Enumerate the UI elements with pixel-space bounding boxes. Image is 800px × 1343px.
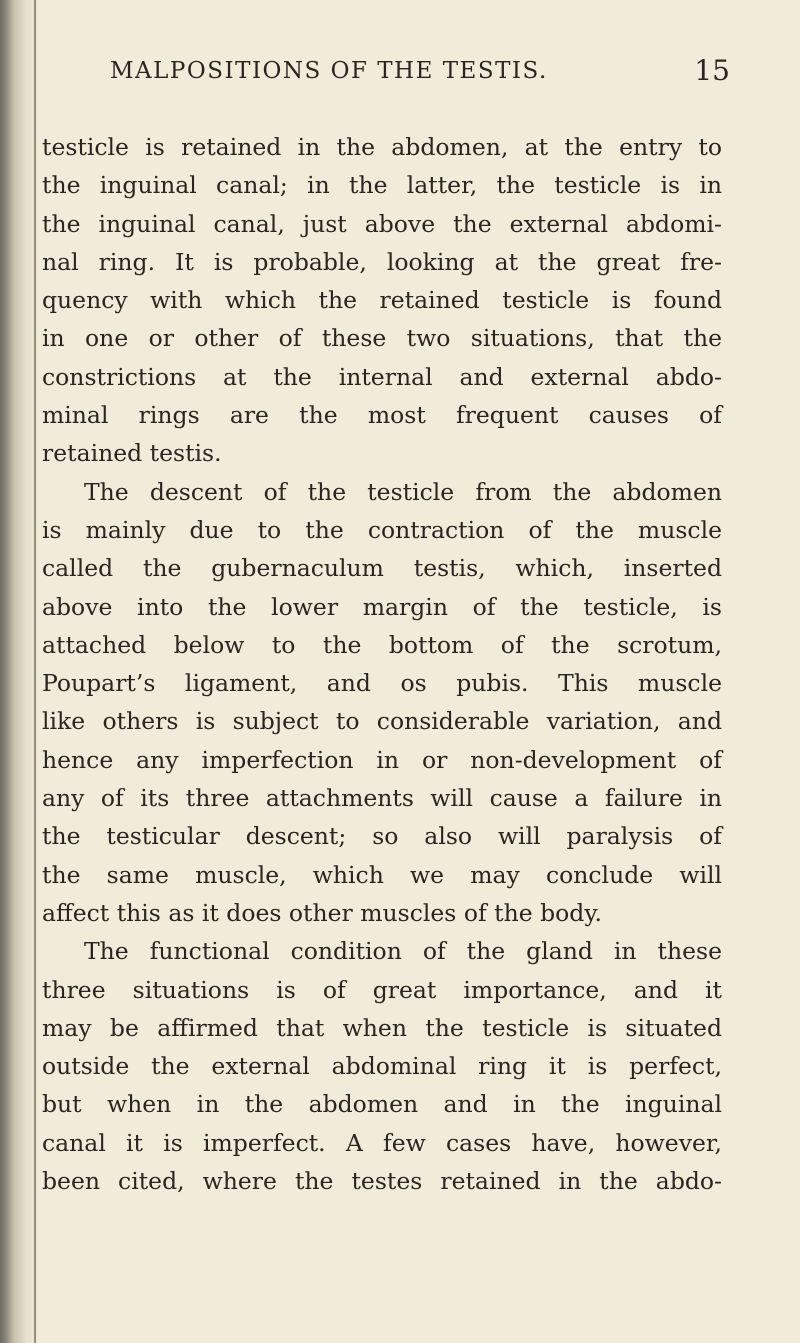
text-line: hence any imperfection in or non-development of [42,745,722,774]
text-line: the inguinal canal; in the latter, the testicle is in [42,171,722,200]
text-line: been cited, where the testes retained in the abdo- [42,1167,722,1196]
body-text [42,128,722,1200]
running-head: MALPOSITIONS OF THE TESTIS. [110,58,548,84]
text-line: attached below to the bottom of the scrotum, [42,630,722,659]
text-line: any of its three attachments will cause a failure in [42,784,722,813]
text-line: canal it is imperfect. A few cases have, however, [42,1128,722,1157]
text-line: minal rings are the most frequent causes of [42,401,722,430]
text-line: but when in the abdomen and in the inguinal [42,1090,722,1119]
page-header [110,54,730,98]
binding-edge [34,0,36,1343]
text-line: testicle is retained in the abdomen, at the entry to [42,133,722,161]
text-line: the inguinal canal, just above the external abdomi- [42,209,722,238]
text-line: like others is subject to considerable variation, and [42,707,722,736]
text-line: in one or other of these two situations, that the [42,324,722,353]
text-line: called the gubernaculum testis, which, inserted [42,554,722,583]
text-line: the testicular descent; so also will paralysis of [42,822,722,851]
page-number: 15 [694,54,730,87]
text-line: is mainly due to the contraction of the muscle [42,515,722,544]
text-line: retained testis. [42,439,222,468]
text-line: affect this as it does other muscles of the body. [42,898,602,927]
text-line: above into the lower margin of the testicle, is [42,592,722,621]
text-line: Poupart’s ligament, and os pubis. This muscle [42,669,722,698]
text-line: the same muscle, which we may conclude will [42,860,722,889]
paragraph-first-line: The functional condition of the gland in these [84,937,722,966]
text-line: outside the external abdominal ring it is perfect, [42,1052,722,1081]
text-line: three situations is of great importance, and it [42,975,722,1004]
text-line: nal ring. It is probable, looking at the great fre- [42,247,722,276]
paragraph-first-line: The descent of the testicle from the abdomen [84,477,722,506]
text-line: may be affirmed that when the testicle is situated [42,1013,722,1042]
text-line: quency with which the retained testicle is found [42,286,722,315]
text-line: constrictions at the internal and external abdo- [42,362,722,391]
